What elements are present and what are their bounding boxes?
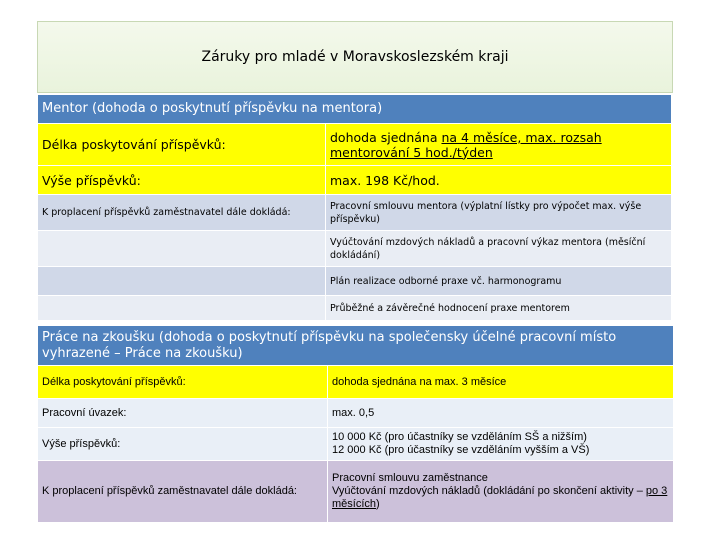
trial-header-row: [38, 326, 674, 366]
trial-amount-line: 10 000 Kč (pro účastníky se vzděláním SŠ a nižším): [332, 431, 587, 443]
trial-header: Práce na zkoušku (dohoda o poskytnutí příspěvku na společensky účelné pracovní místo vyhrazené – Práce na zkoušku): [38, 326, 674, 366]
mentor-header-row: [38, 95, 672, 124]
trial-table: [37, 325, 674, 523]
mentor-docs-row: [38, 231, 672, 267]
trial-duration-label: Délka poskytování příspěvků:: [38, 366, 328, 399]
mentor-duration-label: Délka poskytování příspěvků:: [38, 124, 326, 166]
trial-workload-value: max. 0,5: [328, 399, 674, 428]
mentor-duration-row: [38, 124, 672, 166]
trial-amount-value: [328, 428, 674, 461]
title-box: [37, 21, 673, 93]
trial-doc-item: Pracovní smlouvu zaměstnance: [332, 472, 488, 484]
mentor-amount-row: [38, 166, 672, 195]
mentor-duration-value: [326, 124, 672, 166]
empty-cell: [38, 296, 326, 321]
mentor-table: [37, 94, 672, 321]
trial-doc-end: ): [376, 498, 380, 510]
mentor-docs-row: [38, 296, 672, 321]
empty-cell: [38, 231, 326, 267]
mentor-doc-item: Pracovní smlouvu mentora (výplatní lístky pro výpočet max. výše příspěvku): [326, 195, 672, 231]
trial-docs-value: [328, 461, 674, 523]
mentor-doc-item: Vyúčtování mzdových nákladů a pracovní výkaz mentora (měsíční dokládání): [326, 231, 672, 267]
trial-doc-item: [332, 485, 669, 511]
mentor-docs-row: [38, 267, 672, 296]
mentor-docs-row: [38, 195, 672, 231]
trial-amount-label: Výše příspěvků:: [38, 428, 328, 461]
trial-amount-row: [38, 428, 674, 461]
empty-cell: [38, 267, 326, 296]
trial-workload-row: [38, 399, 674, 428]
trial-docs-row: [38, 461, 674, 523]
page-title: Záruky pro mladé v Moravskoslezském kraji: [201, 49, 509, 65]
trial-workload-label: Pracovní úvazek:: [38, 399, 328, 428]
trial-docs-label: K proplacení příspěvků zaměstnavatel dále dokládá:: [38, 461, 328, 523]
trial-duration-row: [38, 366, 674, 399]
mentor-doc-item: Plán realizace odborné praxe vč. harmonogramu: [326, 267, 672, 296]
mentor-duration-prefix: dohoda sjednána: [330, 129, 442, 145]
trial-amount-line: 12 000 Kč (pro účastníky se vzděláním vyšším a VŠ): [332, 444, 590, 456]
mentor-amount-label: Výše příspěvků:: [38, 166, 326, 195]
trial-doc-underlined: po 3 měsících: [332, 485, 668, 510]
mentor-header: Mentor (dohoda o poskytnutí příspěvku na mentora): [38, 95, 672, 124]
trial-duration-value: dohoda sjednána na max. 3 měsíce: [328, 366, 674, 399]
mentor-amount-value: max. 198 Kč/hod.: [326, 166, 672, 195]
mentor-docs-label: K proplacení příspěvků zaměstnavatel dále dokládá:: [38, 195, 326, 231]
mentor-doc-item: Průběžné a závěrečné hodnocení praxe mentorem: [326, 296, 672, 321]
mentor-duration-underlined: na 4 měsíce, max. rozsah mentorování 5 hod./týden: [330, 129, 602, 160]
trial-doc-text: Vyúčtování mzdových nákladů (dokládání po skončení aktivity –: [332, 485, 646, 497]
